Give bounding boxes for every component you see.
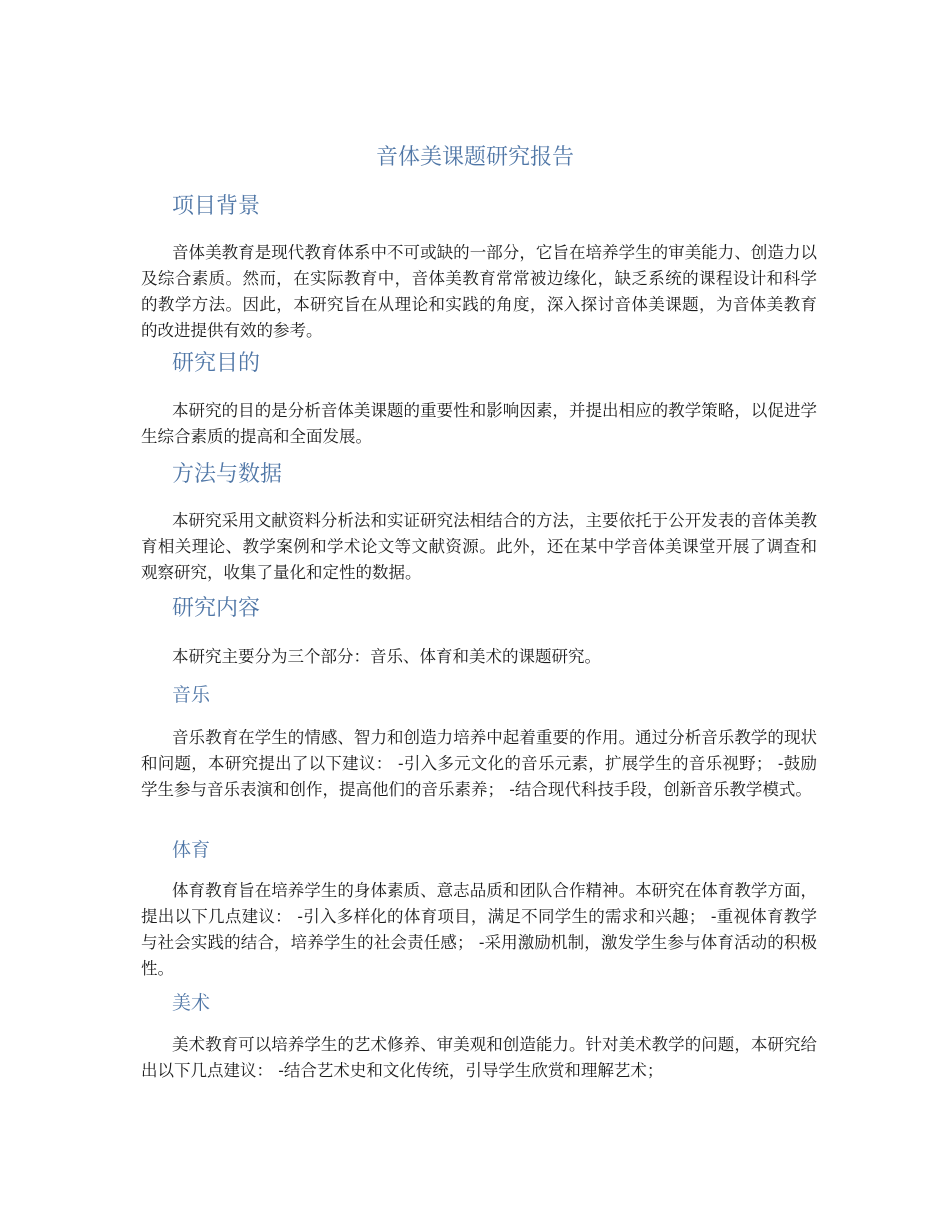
heading-methods-data: 方法与数据	[172, 462, 283, 487]
subheading-pe: 体育	[172, 839, 211, 861]
paragraph-methods-data: 本研究采用文献资料分析法和实证研究法相结合的方法，主要依托于公开发表的音体美教育相关理论、教学案例和学术论文等文献资源。此外，还在某中学音体美课堂开展了调查和观察研究，收集了量化和定性的数据。	[141, 511, 817, 582]
paragraph-music: 音乐教育在学生的情感、智力和创造力培养中起着重要的作用。通过分析音乐教学的现状和问题，本研究提出了以下建议： -引入多元文化的音乐元素，扩展学生的音乐视野； -鼓励学生参与音乐表演和创作，提高他们的音乐素养； -结合现代科技手段，创新音乐教学模式。	[141, 728, 817, 799]
subheading-music: 音乐	[172, 684, 211, 706]
paragraph-research-content: 本研究主要分为三个部分：音乐、体育和美术的课题研究。	[172, 647, 601, 666]
paragraph-research-purpose: 本研究的目的是分析音体美课题的重要性和影响因素，并提出相应的教学策略，以促进学生综合素质的提高和全面发展。	[141, 401, 817, 446]
paragraph-pe: 体育教育旨在培养学生的身体素质、意志品质和团队合作精神。本研究在体育教学方面，提出以下几点建议： -引入多样化的体育项目，满足不同学生的需求和兴趣； -重视体育教学与社会实践的结合，培养学生的社会责任感； -采用激励机制，激发学生参与体育活动的积极性。	[141, 881, 817, 978]
heading-research-content: 研究内容	[172, 596, 261, 621]
document-title: 音体美课题研究报告	[375, 145, 574, 170]
paragraph-project-background: 音体美教育是现代教育体系中不可或缺的一部分，它旨在培养学生的审美能力、创造力以及综合素质。然而，在实际教育中，音体美教育常常被边缘化，缺乏系统的课程设计和科学的教学方法。因此，本研究旨在从理论和实践的角度，深入探讨音体美课题，为音体美教育的改进提供有效的参考。	[141, 243, 817, 340]
heading-project-background: 项目背景	[172, 194, 261, 219]
subheading-art: 美术	[172, 992, 211, 1014]
heading-research-purpose: 研究目的	[172, 351, 261, 376]
paragraph-art: 美术教育可以培养学生的艺术修养、审美观和创造能力。针对美术教学的问题，本研究给出以下几点建议： -结合艺术史和文化传统，引导学生欣赏和理解艺术；	[141, 1035, 817, 1080]
